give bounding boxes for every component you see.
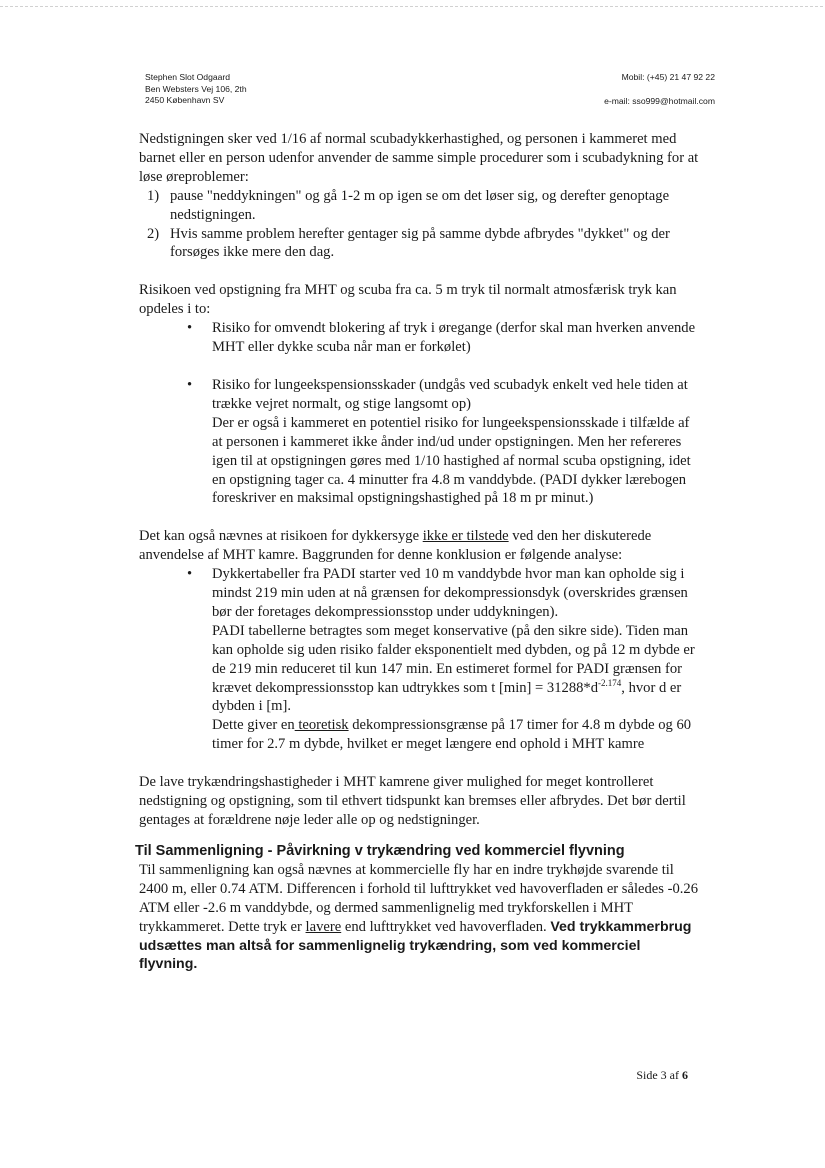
scan-edge-line	[0, 6, 825, 7]
phone-number: Mobil: (+45) 21 47 92 22	[621, 72, 715, 82]
chamber-risk-text: Der er også i kammeret en potentiel risiko for lungeekspensionsskade i tilfælde af at personen i kammeret ikke ånder ind/ud under opstigningen. Men her refereres igen til at opstigningen gøres med 1/10 hastighed af normal scuba opstigning, idet en opstigning tager ca. 4 minutter fra 4.8 m vanddybde. (PADI dykker lærebogen foreskriver en maksimal opstigningshastighed på 18 m pr minut.)	[212, 414, 691, 507]
lung-risk-text: Risiko for lungeekspensionsskader (undgås ved scubadyk enkelt ved hele tiden at trække vejret normalt, og stige langsomt op)	[212, 376, 688, 412]
list-item-text	[212, 376, 699, 508]
list-item	[187, 376, 699, 508]
list-item	[187, 565, 699, 754]
list-item-text	[212, 565, 699, 754]
step-item	[147, 225, 699, 263]
sender-city: 2450 København SV	[145, 95, 225, 106]
step-text: Hvis samme problem herefter gentager sig på samme dybde afbrydes "dykket" og der forsøges ikke mere den dag.	[170, 225, 670, 261]
step-number: 1)	[147, 187, 160, 204]
padi-formula-text: PADI tabellerne betragtes som meget konservative (på den sikre side). Tiden man kan opholde sig uden risiko falder eksponentielt med dybden, og på 12 m dybde er de 219 min reduceret til kun 147 min. En estimeret formel for PADI grænsen for krævet dekompressionsstop kan udtrykkes som t $[\min] = 31288*d^{-2.174}$, hvor d er dybden i [m].	[212, 622, 695, 715]
ascent-risk-list	[139, 319, 699, 508]
conclusion-text: Ved trykkammerbrug udsættes man altså for sammenlignelig trykændring, som ved kommerciel flyvning.	[139, 918, 692, 973]
email-address: e-mail: sso999@hotmail.com	[604, 95, 715, 106]
step-text: pause "neddykningen" og gå 1-2 m op igen se om det løser sig, og derefter genoptage nedstigningen.	[170, 187, 670, 223]
underlined-phrase: ikke er tilstede	[422, 528, 509, 545]
sender-name: Stephen Slot Odgaard	[145, 72, 231, 82]
sender-street: Ben Websters Vej 106, 2th	[145, 83, 247, 94]
page-number: Side 3 af 6	[636, 1068, 688, 1082]
flight-comparison-paragraph: Til sammenligning kan også nævnes at kommercielle fly har en indre trykhøjde svarende til 2400 m, eller 0.74 ATM. Differencen i forhold til lufttrykket ved havoverfladen er således -0.26 ATM eller -2.6 m vanddybde, og dermed sammenlignelig med trykforskellen i MHT trykkammeret. Dette tryk er lavere end lufttrykket ved havoverfladen. Ved trykkammerbrug udsættes man altså for sammenlignelig trykændring, som ved kommerciel flyvning.	[139, 861, 698, 973]
contact-info	[604, 72, 715, 107]
step-number: 2)	[147, 225, 160, 242]
letterhead	[145, 72, 715, 112]
current-page: 3	[660, 1068, 667, 1082]
ascent-risk-paragraph: Risikoen ved opstigning fra MHT og scuba fra ca. 5 m tryk til normalt atmosfærisk tryk kan opdeles i to:	[139, 282, 677, 318]
padi-tables-text: Dykkertabeller fra PADI starter ved 10 m vanddybde hvor man kan opholde sig i mindst 219 min uden at nå grænsen for dekompressionsdyk (overskrides grænsen bør der foretages dekompressionsstop under uddykningen).	[212, 566, 688, 620]
decompression-paragraph: Det kan også nævnes at risikoen for dykkersyge ikke er tilstede ved den her diskuterede anvendelse af MHT kamre. Baggrunden for denne konklusion er følgende analyse:	[139, 528, 652, 564]
bullet-icon: •	[187, 320, 193, 337]
pressure-change-paragraph: De lave trykændringshastigheder i MHT kamrene giver mulighed for meget kontrolleret nedstigning og opstigning, som til ethvert tidspunkt kan bremses eller afbrydes. Det bør dertil gentages at forældrene nøje leder alle op og nedstigninger.	[139, 774, 686, 828]
sender-address	[145, 72, 247, 107]
underlined-phrase: lavere	[305, 918, 342, 935]
ear-problem-steps	[139, 187, 699, 263]
list-item	[187, 319, 699, 357]
section-heading: Til Sammenligning - Påvirkning v trykændring ved kommerciel flyvning	[135, 842, 625, 859]
total-pages: 6	[682, 1068, 688, 1082]
bullet-icon: •	[187, 566, 193, 583]
theoretical-limit-text: Dette giver en teoretisk dekompressionsgrænse på 17 timer for 4.8 m dybde og 60 timer for 2.7 m dybde, hvilket er meget længere end ophold i MHT kamre	[212, 717, 692, 753]
list-item-text: Risiko for omvendt blokering af tryk i øregange (derfor skal man hverken anvende MHT eller dykke scuba når man er forkølet)	[212, 320, 696, 356]
step-item	[147, 187, 699, 225]
formula-exponent: -2.174	[598, 677, 622, 688]
bullet-icon: •	[187, 376, 193, 393]
document-body	[135, 130, 699, 974]
underlined-phrase: teoretisk	[294, 717, 349, 734]
analysis-list	[139, 565, 699, 754]
descent-paragraph: Nedstigningen sker ved 1/16 af normal scubadykkerhastighed, og personen i kammeret med barnet eller en person udenfor anvender de samme simple procedurer som i scubadykning for at løse øreproblemer:	[139, 131, 699, 185]
